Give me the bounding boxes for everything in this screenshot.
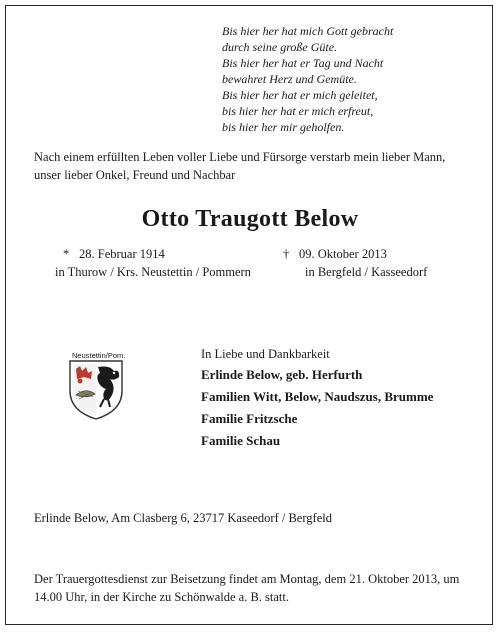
death-cross-icon: † [283, 247, 290, 261]
poem-line: Bis hier her hat er mich geleitet, [222, 88, 378, 102]
poem-line: Bis hier her hat er Tag und Nacht [222, 56, 384, 70]
death-date-line [283, 244, 387, 264]
crest-label: Neustettin/Pom. [72, 351, 126, 360]
mourners-block [201, 347, 441, 455]
mourner-name: Familie Fritzsche [201, 411, 298, 426]
poem [222, 23, 393, 135]
coat-of-arms-icon [64, 347, 128, 421]
poem-line: bewahret Herz und Gemüte. [222, 72, 357, 86]
death-date: 09. Oktober 2013 [299, 247, 387, 261]
deceased-name: Otto Traugott Below [141, 206, 359, 232]
address-line: Erlinde Below, Am Clasberg 6, 23717 Kaseedorf / Bergfeld [34, 511, 332, 525]
mourner-name: Erlinde Below, geb. Herfurth [201, 367, 363, 382]
birth-date-line [63, 244, 165, 264]
death-place: in Bergfeld / Kasseedorf [305, 265, 428, 279]
mourner-name: Familien Witt, Below, Naudszus, Brumme [201, 389, 434, 404]
service-info: Der Trauergottesdienst zur Beisetzung findet am Montag, dem 21. Oktober 2013, um 14.00 Uhr, in der Kirche zu Schönwalde a. B. statt. [34, 572, 460, 604]
poem-line: Bis hier her hat mich Gott gebracht [222, 24, 394, 38]
birth-star-icon: * [63, 247, 70, 261]
poem-line: bis hier her mir geholfen. [222, 120, 345, 134]
intro-text: Nach einem erfüllten Leben voller Liebe und Fürsorge verstarb mein lieber Mann, unser lieber Onkel, Freund und Nachbar [34, 150, 446, 182]
birth-place: in Thurow / Krs. Neustettin / Pommern [55, 265, 251, 279]
poem-line: bis hier her hat er mich erfreut, [222, 104, 374, 118]
poem-line: durch seine große Güte. [222, 40, 338, 54]
birth-date: 28. Februar 1914 [79, 247, 165, 261]
mourners-heading: In Liebe und Dankbarkeit [201, 347, 330, 361]
mourner-name: Familie Schau [201, 433, 281, 448]
